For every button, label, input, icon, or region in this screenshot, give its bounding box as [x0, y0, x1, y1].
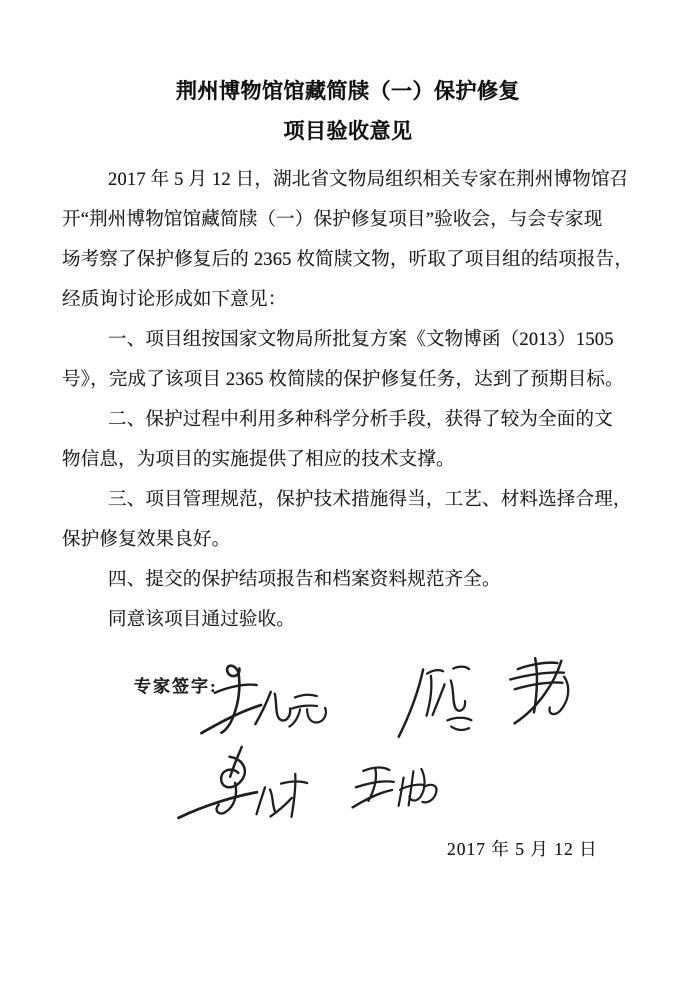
signature-5	[341, 758, 443, 819]
body-line: 三、项目管理规范，保护技术措施得当，工艺、材料选择合理，	[108, 490, 632, 510]
body-line: 二、保护过程中利用多种科学分析手段，获得了较为全面的文	[108, 410, 613, 430]
signature-3-handwriting-icon	[495, 652, 584, 734]
body-line: 一、项目组按国家文物局所批复方案《文物博函（2013）1505	[108, 330, 614, 350]
body-line: 经质询讨论形成如下意见：	[62, 290, 287, 310]
signature-3	[495, 652, 584, 734]
signature-1	[194, 655, 331, 755]
signature-2	[391, 658, 482, 746]
body-line: 2017 年 5 月 12 日，湖北省文物局组织相关专家在荆州博物馆召	[108, 170, 629, 190]
signature-4-handwriting-icon	[174, 744, 315, 831]
signature-2-handwriting-icon	[391, 658, 482, 746]
body-line: 保护修复效果良好。	[62, 530, 231, 550]
title-line-1: 荆州博物馆馆藏简牍（一）保护修复	[176, 80, 520, 103]
body-line: 同意该项目通过验收。	[108, 610, 296, 630]
body-line: 场考察了保护修复后的 2365 枚简牍文物，听取了项目组的结项报告，	[62, 250, 634, 270]
document-body	[62, 160, 637, 640]
body-line: 号》，完成了该项目 2365 枚简牍的保护修复任务，达到了预期目标。	[62, 370, 624, 390]
body-line: 四、提交的保护结项报告和档案资料规范齐全。	[108, 570, 501, 590]
signature-4	[174, 744, 315, 831]
title-line-2: 项目验收意见	[283, 120, 413, 143]
body-line: 开“荆州博物馆馆藏简牍（一）保护修复项目”验收会，与会专家现	[62, 210, 603, 230]
document-title	[0, 72, 696, 152]
signature-5-handwriting-icon	[341, 758, 443, 819]
document-date: 2017 年 5 月 12 日	[447, 839, 598, 859]
body-line: 物信息，为项目的实施提供了相应的技术支撑。	[62, 450, 455, 470]
signature-1-handwriting-icon	[194, 655, 331, 755]
expert-signature-label: 专家签字:	[134, 677, 218, 696]
